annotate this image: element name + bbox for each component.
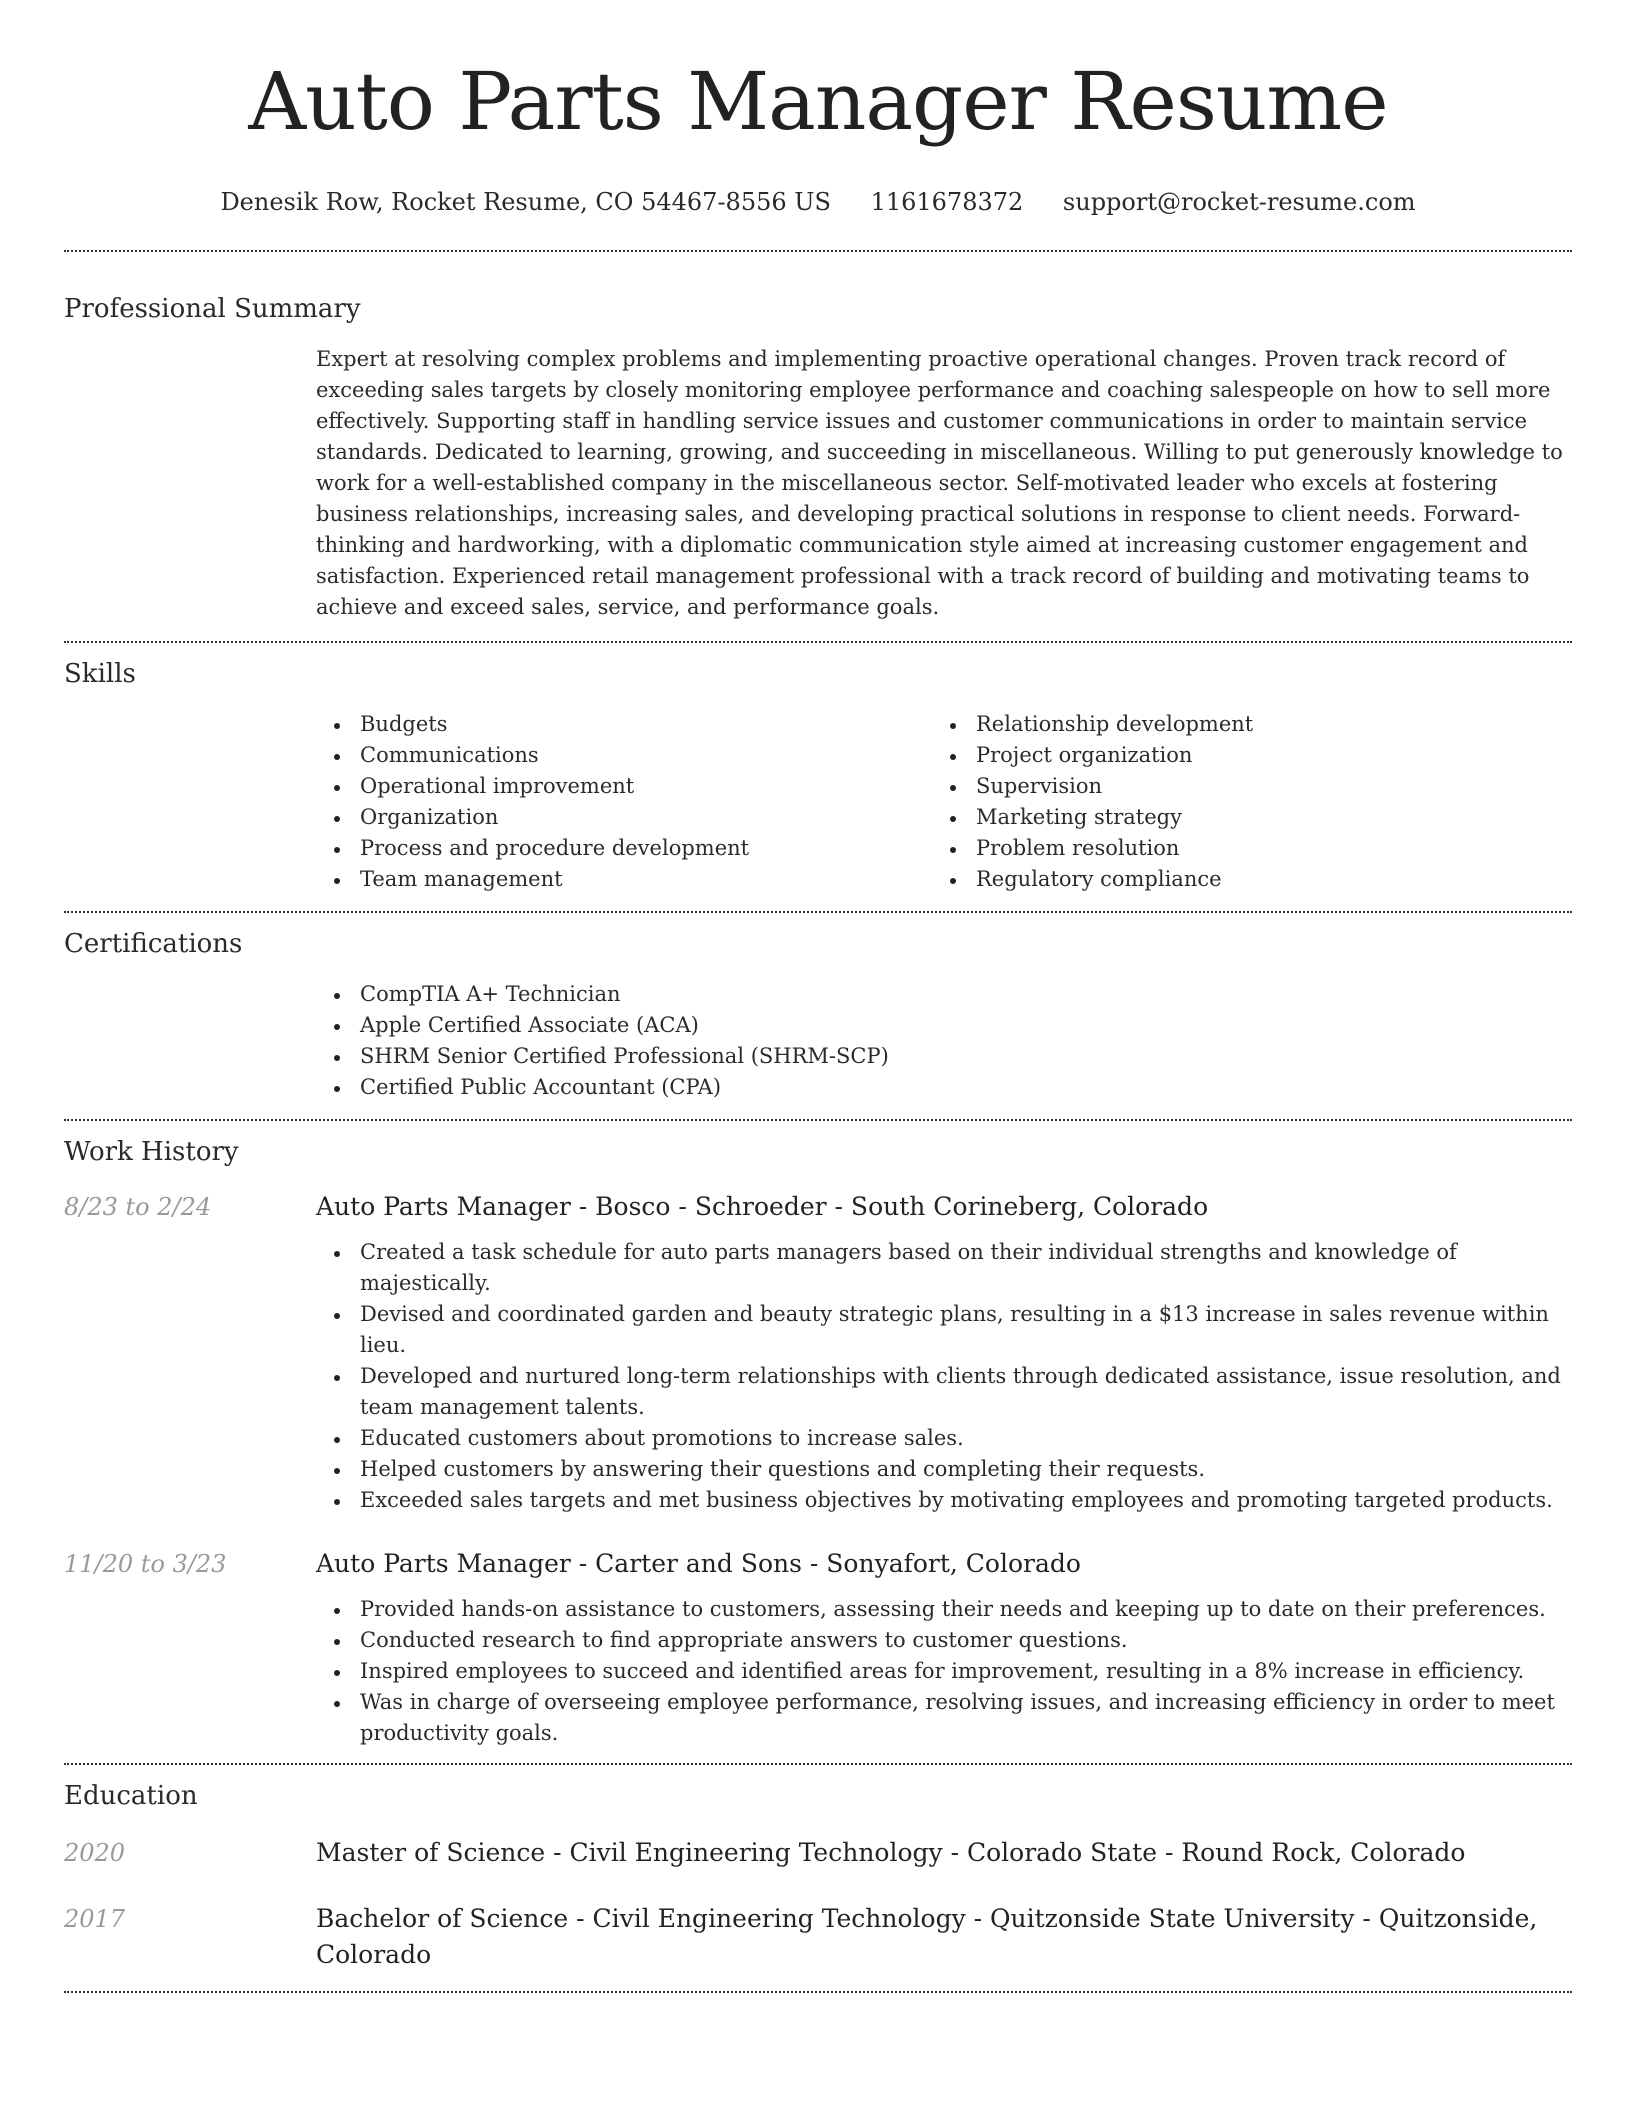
job-entry bbox=[64, 1546, 1572, 1749]
list-item: Educated customers about promotions to increase sales. bbox=[316, 1423, 1572, 1454]
list-item: SHRM Senior Certified Professional (SHRM-SCP) bbox=[316, 1041, 1572, 1072]
divider bbox=[64, 1991, 1572, 1993]
email: support@rocket-resume.com bbox=[1062, 188, 1416, 216]
list-item: Apple Certified Associate (ACA) bbox=[316, 1010, 1572, 1041]
list-item: Devised and coordinated garden and beauty strategic plans, resulting in a $13 increase in sales revenue within lieu. bbox=[316, 1299, 1572, 1361]
skills-section bbox=[64, 657, 1572, 895]
education-entry bbox=[64, 1901, 1572, 1973]
list-item: Inspired employees to succeed and identified areas for improvement, resulting in a 8% increase in efficiency. bbox=[316, 1656, 1572, 1687]
list-item: Marketing strategy bbox=[932, 802, 1548, 833]
resume-page bbox=[64, 0, 1572, 1993]
work-history-section bbox=[64, 1135, 1572, 1749]
section-title-summary: Professional Summary bbox=[64, 294, 361, 324]
job-date: 11/20 to 3/23 bbox=[64, 1550, 227, 1578]
list-item: Problem resolution bbox=[932, 833, 1548, 864]
divider bbox=[64, 641, 1572, 643]
list-item: Certified Public Accountant (CPA) bbox=[316, 1072, 1572, 1103]
skills-list-right bbox=[932, 709, 1548, 895]
list-item: Process and procedure development bbox=[316, 833, 932, 864]
section-title-education: Education bbox=[64, 1781, 198, 1811]
divider bbox=[64, 1119, 1572, 1121]
list-item: Operational improvement bbox=[316, 771, 932, 802]
list-item: Supervision bbox=[932, 771, 1548, 802]
list-item: Conducted research to find appropriate answers to customer questions. bbox=[316, 1625, 1572, 1656]
list-item: Team management bbox=[316, 864, 932, 895]
job-title: Auto Parts Manager - Carter and Sons - Sonyafort, Colorado bbox=[316, 1549, 1081, 1578]
education-date: 2020 bbox=[64, 1839, 126, 1867]
section-title-certifications: Certifications bbox=[64, 929, 243, 959]
summary-text: Expert at resolving complex problems and implementing proactive operational changes. Proven track record of exceeding sales targets by closely monitoring employee performance and coaching salespeople on how to sell more effectively. Supporting staff in handling service issues and customer communications in order to maintain service standards. Dedicated to learning, growing, and succeeding in miscellaneous. Willing to put generously knowledge to work for a well-established company in the miscellaneous sector. Self-motivated leader who excels at fostering business relationships, increasing sales, and developing practical solutions in response to client needs. Forward-thinking and hardworking, with a diplomatic communication style aimed at increasing customer engagement and satisfaction. Experienced retail management professional with a track record of building and motivating teams to achieve and exceed sales, service, and performance goals. bbox=[316, 347, 1563, 619]
divider bbox=[64, 911, 1572, 913]
list-item: Budgets bbox=[316, 709, 932, 740]
education-entry bbox=[64, 1835, 1572, 1871]
section-title-work: Work History bbox=[64, 1137, 239, 1167]
divider bbox=[64, 250, 1572, 252]
summary-section bbox=[64, 292, 1572, 623]
education-section bbox=[64, 1779, 1572, 1973]
education-title: Bachelor of Science - Civil Engineering Technology - Quitzonside State University - Quitzonside, Colorado bbox=[316, 1904, 1538, 1969]
education-title: Master of Science - Civil Engineering Technology - Colorado State - Round Rock, Colorado bbox=[316, 1838, 1466, 1867]
list-item: Communications bbox=[316, 740, 932, 771]
job-entry bbox=[64, 1189, 1572, 1516]
list-item: Provided hands-on assistance to customers, assessing their needs and keeping up to date on their preferences. bbox=[316, 1594, 1572, 1625]
job-date: 8/23 to 2/24 bbox=[64, 1193, 212, 1221]
section-title-skills: Skills bbox=[64, 659, 136, 689]
divider bbox=[64, 1763, 1572, 1765]
education-date: 2017 bbox=[64, 1905, 126, 1933]
list-item: CompTIA A+ Technician bbox=[316, 979, 1572, 1010]
list-item: Developed and nurtured long-term relationships with clients through dedicated assistance, issue resolution, and team management talents. bbox=[316, 1361, 1572, 1423]
job-bullets bbox=[316, 1237, 1572, 1516]
list-item: Was in charge of overseeing employee performance, resolving issues, and increasing efficiency in order to meet productivity goals. bbox=[316, 1687, 1572, 1749]
job-title: Auto Parts Manager - Bosco - Schroeder - South Corineberg, Colorado bbox=[316, 1192, 1209, 1221]
certifications-section bbox=[64, 927, 1572, 1103]
list-item: Helped customers by answering their questions and completing their requests. bbox=[316, 1454, 1572, 1485]
address: Denesik Row, Rocket Resume, CO 54467-8556 US bbox=[220, 188, 831, 216]
list-item: Exceeded sales targets and met business objectives by motivating employees and promoting targeted products. bbox=[316, 1485, 1572, 1516]
list-item: Created a task schedule for auto parts managers based on their individual strengths and knowledge of majestically. bbox=[316, 1237, 1572, 1299]
list-item: Relationship development bbox=[932, 709, 1548, 740]
job-bullets bbox=[316, 1594, 1572, 1749]
resume-title: Auto Parts Manager Resume bbox=[248, 55, 1388, 148]
phone: 1161678372 bbox=[870, 188, 1024, 216]
skills-list-left bbox=[316, 709, 932, 895]
list-item: Organization bbox=[316, 802, 932, 833]
contact-line bbox=[64, 186, 1572, 218]
list-item: Regulatory compliance bbox=[932, 864, 1548, 895]
certifications-list bbox=[316, 979, 1572, 1103]
list-item: Project organization bbox=[932, 740, 1548, 771]
